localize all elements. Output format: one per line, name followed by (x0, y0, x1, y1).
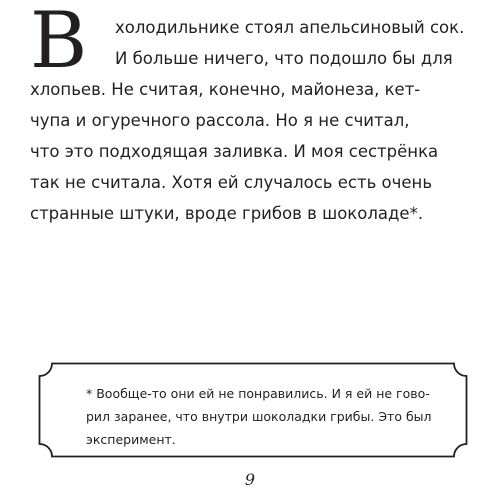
footnote-line: * Вообще-то они ей не понравились. И я ей не гово- (86, 386, 430, 401)
footnote-box (38, 362, 468, 458)
page-number: 9 (244, 470, 256, 489)
paragraph-line: странные штуки, вроде грибов в шоколаде*. (30, 204, 424, 223)
main-paragraph (30, 12, 470, 229)
paragraph-line: И больше ничего, что подошло бы для (115, 49, 453, 68)
paragraph-line: чупа и огуречного рассола. Но я не считал, (30, 111, 410, 130)
footnote-line: эксперимент. (86, 432, 176, 447)
paragraph-line: так не считала. Хотя ей случалось есть очень (30, 173, 433, 192)
paragraph-line: холодильнике стоял апельсиновый сок. (115, 18, 465, 37)
drop-cap-letter: В (30, 0, 88, 86)
footnote-line: рил заранее, что внутри шоколадки грибы. Это был (86, 409, 432, 424)
paragraph-line: хлопьев. Не считая, конечно, майонеза, кет- (30, 80, 421, 99)
footnote-text (86, 382, 466, 451)
paragraph-line: что это подходящая заливка. И моя сестрёнка (30, 142, 439, 161)
